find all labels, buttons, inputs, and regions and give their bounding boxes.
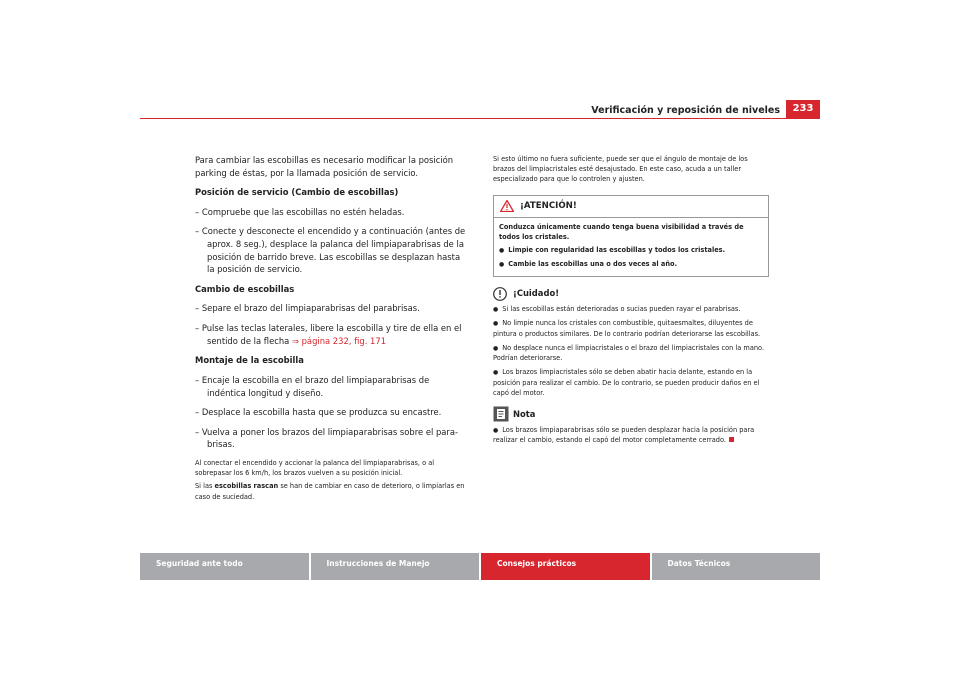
step: – Encaje la escobilla en el brazo del limpiaparabrisas de indéntica longitud y diseño. [195, 374, 430, 398]
footer-nav [140, 553, 820, 580]
footer-tab-seguridad[interactable]: Seguridad ante todo [140, 553, 309, 580]
right-column [493, 154, 769, 450]
heading-mount-wiper: Montaje de la escobilla [195, 355, 304, 366]
warning-box [493, 195, 769, 277]
running-header-title: Verificación y reposición de niveles [591, 105, 780, 116]
footer-tab-consejos[interactable]: Consejos prácticos [481, 553, 650, 580]
step: – Compruebe que las escobillas no estén heladas. [195, 206, 405, 217]
step-text: – Pulse las teclas laterales, libere la escobilla y tire de ella en el sentido de la flecha [195, 323, 462, 346]
step: – Desplace la escobilla hasta que se produzca su encastre. [195, 407, 442, 418]
heading-change-wipers: Cambio de escobillas [195, 283, 295, 294]
heading-service-position: Posición de servicio (Cambio de escobillas) [195, 187, 399, 198]
caution-item: ● Si las escobillas están deterioradas o sucias pueden rayar el parabrisas. [493, 304, 769, 314]
warning-item: ● Cambie las escobillas una o dos veces al año. [499, 259, 763, 269]
note-item [493, 425, 769, 446]
warning-triangle-icon [500, 200, 514, 212]
note-text: se han de cambiar en caso de deterioro, o limpiarlas en caso de suciedad. [195, 482, 465, 501]
caution-title: ¡Cuidado! [513, 288, 560, 299]
page-number: 233 [786, 100, 820, 118]
step: – Vuelva a poner los brazos del limpiaparabrisas sobre el para-brisas. [195, 426, 459, 450]
step: – Separe el brazo del limpiaparabrisas del parabrisas. [195, 303, 420, 314]
note-header [493, 406, 769, 422]
page-reference-link[interactable]: ⇒ página 232, fig. 171 [291, 335, 387, 346]
warning-lead: Conduzca únicamente cuando tenga buena visibilidad a través de todos los cristales. [499, 222, 744, 242]
end-of-section-icon [729, 437, 734, 442]
note-text: Si las [195, 482, 215, 491]
info-note: Al conectar el encendido y accionar la palanca del limpiaparabrisas, o al sobrepasar los 6 km/h, los brazos vuelven a su posición inicial. [195, 458, 435, 478]
left-column [195, 154, 470, 505]
note-bold-text: escobillas rascan [214, 482, 279, 491]
caution-header [493, 287, 769, 301]
warning-title: ¡ATENCIÓN! [520, 200, 577, 211]
header-rule [140, 118, 820, 119]
note-icon [493, 406, 509, 422]
footer-tab-instrucciones[interactable]: Instrucciones de Manejo [311, 553, 480, 580]
warning-header [494, 196, 768, 218]
caution-icon [493, 287, 509, 301]
step: – Conecte y desconecte el encendido y a continuación (antes de aprox. 8 seg.), desplace la palanca del limpiaparabrisas de la posición de barrido breve. Las escobillas se desplazan hasta la posición de servicio. [195, 226, 466, 275]
intro-paragraph: Si esto último no fuera suficiente, puede ser que el ángulo de montaje de los brazos del limpiacristales esté desajustado. En este caso, acuda a un taller especializado para que lo controlen y ajusten. [493, 155, 748, 184]
info-note [195, 481, 470, 501]
note-title: Nota [513, 408, 536, 419]
caution-item: ● No limpie nunca los cristales con combustible, quitaesmaltes, diluyentes de pintura o productos similares. De lo contrario podrían deteriorarse las escobillas. [493, 318, 769, 339]
caution-item: ● Los brazos limpiacristales sólo se deben abatir hacia delante, estando en la posición para realizar el cambio. De lo contrario, se pueden producir daños en el capó del motor. [493, 367, 769, 398]
step [195, 322, 470, 347]
warning-body [494, 218, 768, 276]
caution-item: ● No desplace nunca el limpiacristales o el brazo del limpiacristales con la mano. Podrían deteriorarse. [493, 343, 769, 364]
footer-tab-datos[interactable]: Datos Técnicos [652, 553, 821, 580]
intro-paragraph: Para cambiar las escobillas es necesario modificar la posición parking de éstas, por la llamada posición de servicio. [195, 155, 454, 178]
note-item-text: Los brazos limpiaparabrisas sólo se pueden desplazar hacia la posición para realizar el cambio, estando el capó del motor completamente cerrado. [493, 426, 755, 445]
warning-item: ● Limpie con regularidad las escobillas y todos los cristales. [499, 245, 763, 255]
